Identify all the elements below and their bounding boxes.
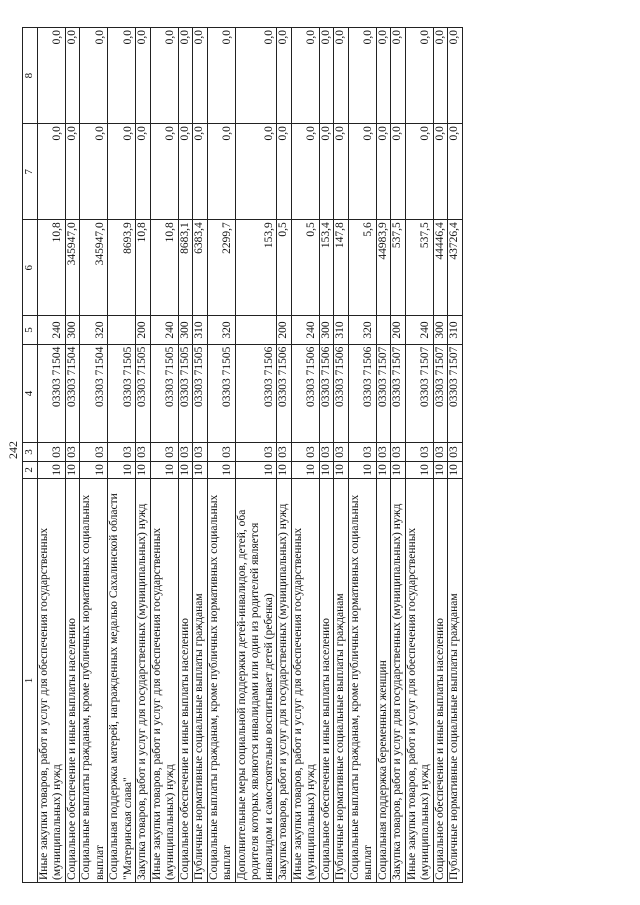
amount-col8-cell: 0,0: [291, 28, 319, 124]
target-article-cell: 03303 71505: [136, 344, 151, 443]
amount-col6-cell: 43726,4: [448, 220, 463, 316]
section-code-cell: 10: [376, 461, 391, 478]
amount-col7-cell: 0,0: [193, 124, 208, 220]
amount-col8-cell: 0,0: [136, 28, 151, 124]
expense-type-cell: 300: [433, 316, 448, 344]
section-code-cell: 10: [178, 461, 193, 478]
target-article-cell: 03303 71505: [108, 344, 136, 443]
subsection-code-cell: 03: [376, 443, 391, 461]
expense-type-cell: 200: [136, 316, 151, 344]
amount-col7-cell: 0,0: [207, 124, 235, 220]
amount-col7-cell: 0,0: [319, 124, 334, 220]
amount-col7-cell: 0,0: [277, 124, 292, 220]
subsection-code-cell: 03: [448, 443, 463, 461]
column-header-4: 4: [23, 344, 38, 443]
expense-type-cell: 300: [178, 316, 193, 344]
expense-type-cell: 240: [150, 316, 178, 344]
amount-col6-cell: 537,5: [405, 220, 433, 316]
target-article-cell: 03303 71506: [277, 344, 292, 443]
section-code-cell: 10: [391, 461, 406, 478]
column-header-6: 6: [23, 220, 38, 316]
row-name-cell: Социальная поддержка матерей, награжденных медалью Сахалинской области "Материнская слава": [108, 478, 136, 882]
expense-type-cell: 300: [319, 316, 334, 344]
amount-col7-cell: 0,0: [334, 124, 349, 220]
subsection-code-cell: 03: [193, 443, 208, 461]
subsection-code-cell: 03: [37, 443, 65, 461]
row-name-cell: Закупка товаров, работ и услуг для государственных (муниципальных) нужд: [136, 478, 151, 882]
target-article-cell: 03303 71505: [193, 344, 208, 443]
expense-type-cell: 310: [448, 316, 463, 344]
amount-col6-cell: 8693,9: [108, 220, 136, 316]
table-row: [108, 28, 136, 883]
amount-col6-cell: 0,5: [291, 220, 319, 316]
amount-col8-cell: 0,0: [108, 28, 136, 124]
target-article-cell: 03303 71504: [37, 344, 65, 443]
row-name-cell: Социальное обеспечение и иные выплаты населению: [65, 478, 80, 882]
amount-col7-cell: 0,0: [376, 124, 391, 220]
section-code-cell: 10: [277, 461, 292, 478]
amount-col7-cell: 0,0: [433, 124, 448, 220]
section-code-cell: 10: [108, 461, 136, 478]
amount-col8-cell: 0,0: [319, 28, 334, 124]
target-article-cell: 03303 71504: [80, 344, 108, 443]
amount-col8-cell: 0,0: [376, 28, 391, 124]
page-number: 242: [6, 441, 20, 459]
row-name-cell: Закупка товаров, работ и услуг для государственных (муниципальных) нужд: [391, 478, 406, 882]
target-article-cell: 03303 71506: [334, 344, 349, 443]
table-row: [277, 28, 292, 883]
subsection-code-cell: 03: [80, 443, 108, 461]
amount-col6-cell: 537,5: [391, 220, 406, 316]
amount-col8-cell: 0,0: [235, 28, 277, 124]
amount-col6-cell: 0,5: [277, 220, 292, 316]
subsection-code-cell: 03: [136, 443, 151, 461]
expense-type-cell: 320: [207, 316, 235, 344]
target-article-cell: 03303 71507: [376, 344, 391, 443]
amount-col6-cell: 44983,9: [376, 220, 391, 316]
expense-type-cell: 310: [334, 316, 349, 344]
target-article-cell: 03303 71507: [405, 344, 433, 443]
column-header-5: 5: [23, 316, 38, 344]
amount-col7-cell: 0,0: [80, 124, 108, 220]
subsection-code-cell: 03: [348, 443, 376, 461]
amount-col8-cell: 0,0: [348, 28, 376, 124]
amount-col6-cell: 2299,7: [207, 220, 235, 316]
target-article-cell: 03303 71507: [433, 344, 448, 443]
amount-col6-cell: 10,8: [150, 220, 178, 316]
column-header-1: 1: [23, 478, 38, 882]
section-code-cell: 10: [448, 461, 463, 478]
amount-col6-cell: 8683,1: [178, 220, 193, 316]
section-code-cell: 10: [291, 461, 319, 478]
target-article-cell: 03303 71505: [150, 344, 178, 443]
expense-type-cell: [235, 316, 277, 344]
amount-col8-cell: 0,0: [433, 28, 448, 124]
section-code-cell: 10: [37, 461, 65, 478]
expense-type-cell: 240: [37, 316, 65, 344]
subsection-code-cell: 03: [207, 443, 235, 461]
target-article-cell: 03303 71507: [448, 344, 463, 443]
column-header-7: 7: [23, 124, 38, 220]
column-header-3: 3: [23, 443, 38, 461]
amount-col8-cell: 0,0: [277, 28, 292, 124]
subsection-code-cell: 03: [405, 443, 433, 461]
amount-col6-cell: 6383,4: [193, 220, 208, 316]
table-row: [207, 28, 235, 883]
table-row: [65, 28, 80, 883]
subsection-code-cell: 03: [108, 443, 136, 461]
target-article-cell: 03303 71506: [291, 344, 319, 443]
amount-col7-cell: 0,0: [235, 124, 277, 220]
expense-type-cell: 240: [291, 316, 319, 344]
row-name-cell: Публичные нормативные социальные выплаты гражданам: [193, 478, 208, 882]
amount-col8-cell: 0,0: [334, 28, 349, 124]
table-row: [80, 28, 108, 883]
amount-col8-cell: 0,0: [207, 28, 235, 124]
amount-col6-cell: 10,8: [136, 220, 151, 316]
section-code-cell: 10: [193, 461, 208, 478]
expense-type-cell: 200: [391, 316, 406, 344]
amount-col6-cell: 147,8: [334, 220, 349, 316]
amount-col7-cell: 0,0: [348, 124, 376, 220]
table-row: [37, 28, 65, 883]
section-code-cell: 10: [433, 461, 448, 478]
table-row: [391, 28, 406, 883]
section-code-cell: 10: [150, 461, 178, 478]
budget-table-body: [23, 28, 463, 883]
target-article-cell: 03303 71506: [235, 344, 277, 443]
amount-col8-cell: 0,0: [391, 28, 406, 124]
subsection-code-cell: 03: [65, 443, 80, 461]
section-code-cell: 10: [207, 461, 235, 478]
subsection-code-cell: 03: [235, 443, 277, 461]
amount-col8-cell: 0,0: [405, 28, 433, 124]
amount-col7-cell: 0,0: [108, 124, 136, 220]
amount-col6-cell: 44446,4: [433, 220, 448, 316]
expense-type-cell: 320: [80, 316, 108, 344]
target-article-cell: 03303 71506: [319, 344, 334, 443]
row-name-cell: Иные закупки товаров, работ и услуг для обеспечения государственных (муниципальных) нужд: [291, 478, 319, 882]
table-row: [334, 28, 349, 883]
expense-type-cell: [108, 316, 136, 344]
table-row: [150, 28, 178, 883]
amount-col7-cell: 0,0: [65, 124, 80, 220]
table-row: [193, 28, 208, 883]
amount-col8-cell: 0,0: [448, 28, 463, 124]
amount-col6-cell: 153,9: [235, 220, 277, 316]
amount-col6-cell: 345947,0: [80, 220, 108, 316]
amount-col8-cell: 0,0: [65, 28, 80, 124]
row-name-cell: Социальное обеспечение и иные выплаты населению: [433, 478, 448, 882]
subsection-code-cell: 03: [334, 443, 349, 461]
subsection-code-cell: 03: [178, 443, 193, 461]
amount-col7-cell: 0,0: [150, 124, 178, 220]
row-name-cell: Социальные выплаты гражданам, кроме публичных нормативных социальных выплат: [207, 478, 235, 882]
row-name-cell: Социальные выплаты гражданам, кроме публичных нормативных социальных выплат: [348, 478, 376, 882]
amount-col6-cell: 345947,0: [65, 220, 80, 316]
expense-type-cell: [376, 316, 391, 344]
subsection-code-cell: 03: [319, 443, 334, 461]
budget-table: [22, 27, 463, 883]
amount-col8-cell: 0,0: [37, 28, 65, 124]
section-code-cell: 10: [80, 461, 108, 478]
table-row: [405, 28, 433, 883]
target-article-cell: 03303 71507: [391, 344, 406, 443]
target-article-cell: 03303 71505: [178, 344, 193, 443]
amount-col8-cell: 0,0: [178, 28, 193, 124]
target-article-cell: 03303 71504: [65, 344, 80, 443]
amount-col7-cell: 0,0: [391, 124, 406, 220]
section-code-cell: 10: [319, 461, 334, 478]
subsection-code-cell: 03: [277, 443, 292, 461]
table-row: [291, 28, 319, 883]
expense-type-cell: 240: [405, 316, 433, 344]
row-name-cell: Закупка товаров, работ и услуг для государственных (муниципальных) нужд: [277, 478, 292, 882]
section-code-cell: 10: [405, 461, 433, 478]
subsection-code-cell: 03: [433, 443, 448, 461]
amount-col7-cell: 0,0: [291, 124, 319, 220]
row-name-cell: Иные закупки товаров, работ и услуг для обеспечения государственных (муниципальных) нужд: [150, 478, 178, 882]
amount-col7-cell: 0,0: [405, 124, 433, 220]
amount-col8-cell: 0,0: [150, 28, 178, 124]
section-code-cell: 10: [136, 461, 151, 478]
row-name-cell: Социальные выплаты гражданам, кроме публичных нормативных социальных выплат: [80, 478, 108, 882]
row-name-cell: Социальное обеспечение и иные выплаты населению: [319, 478, 334, 882]
subsection-code-cell: 03: [150, 443, 178, 461]
table-row: [319, 28, 334, 883]
amount-col6-cell: 10,8: [37, 220, 65, 316]
row-name-cell: Социальное обеспечение и иные выплаты населению: [178, 478, 193, 882]
row-name-cell: Иные закупки товаров, работ и услуг для обеспечения государственных (муниципальных) нужд: [405, 478, 433, 882]
expense-type-cell: 310: [193, 316, 208, 344]
subsection-code-cell: 03: [391, 443, 406, 461]
column-header-2: 2: [23, 461, 38, 478]
section-code-cell: 10: [334, 461, 349, 478]
table-row: [348, 28, 376, 883]
table-row: [136, 28, 151, 883]
row-name-cell: Публичные нормативные социальные выплаты гражданам: [334, 478, 349, 882]
amount-col7-cell: 0,0: [37, 124, 65, 220]
section-code-cell: 10: [348, 461, 376, 478]
expense-type-cell: 200: [277, 316, 292, 344]
row-name-cell: Социальная поддержка беременных женщин: [376, 478, 391, 882]
subsection-code-cell: 03: [291, 443, 319, 461]
expense-type-cell: 320: [348, 316, 376, 344]
row-name-cell: Иные закупки товаров, работ и услуг для обеспечения государственных (муниципальных) нужд: [37, 478, 65, 882]
table-row: [178, 28, 193, 883]
amount-col7-cell: 0,0: [178, 124, 193, 220]
header-row: [23, 28, 38, 883]
amount-col8-cell: 0,0: [80, 28, 108, 124]
target-article-cell: 03303 71505: [207, 344, 235, 443]
table-row: [376, 28, 391, 883]
amount-col8-cell: 0,0: [193, 28, 208, 124]
table-row: [235, 28, 277, 883]
column-header-8: 8: [23, 28, 38, 124]
amount-col6-cell: 5,6: [348, 220, 376, 316]
section-code-cell: 10: [65, 461, 80, 478]
target-article-cell: 03303 71506: [348, 344, 376, 443]
table-row: [433, 28, 448, 883]
amount-col7-cell: 0,0: [448, 124, 463, 220]
row-name-cell: Публичные нормативные социальные выплаты гражданам: [448, 478, 463, 882]
table-row: [448, 28, 463, 883]
amount-col6-cell: 153,4: [319, 220, 334, 316]
expense-type-cell: 300: [65, 316, 80, 344]
amount-col7-cell: 0,0: [136, 124, 151, 220]
row-name-cell: Дополнительные меры социальной поддержки детей-инвалидов, детей, оба родителя которых являются инвалидами или один из родителей является инвалидом и самостоятельно воспитывает детей (ребенка): [235, 478, 277, 882]
section-code-cell: 10: [235, 461, 277, 478]
